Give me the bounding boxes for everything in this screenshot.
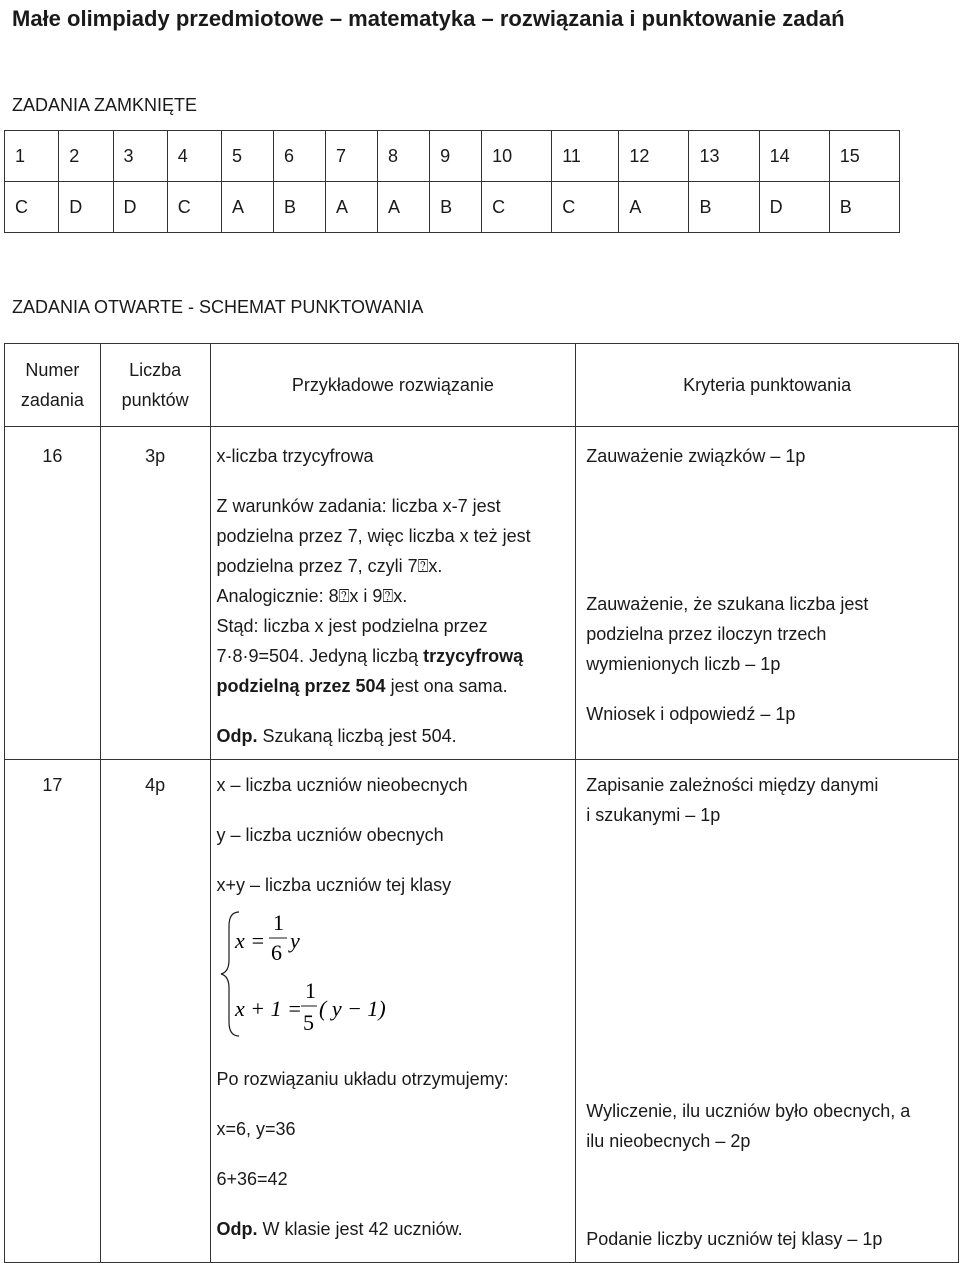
answer-cell: D: [113, 182, 167, 233]
criterion-line: Zauważenie związków – 1p: [586, 446, 806, 466]
criterion-line: Podanie liczby uczniów tej klasy – 1p: [586, 1229, 883, 1249]
closed-tasks-heading: ZADANIA ZAMKNIĘTE: [12, 95, 198, 115]
eq1-lhs: x =: [234, 928, 265, 953]
answer-cell: A: [619, 182, 689, 233]
text: 7·8·9=504. Jedyną liczbą: [216, 646, 424, 666]
task-number-cell: 3: [113, 131, 167, 182]
solution-line: Z warunków zadania: liczba x-7 jest: [216, 496, 501, 516]
answer-cell: C: [482, 182, 552, 233]
answer-cell: D: [59, 182, 113, 233]
task-number: 16: [5, 427, 101, 760]
text: jest ona sama.: [385, 676, 508, 696]
solution-line: x=6, y=36: [216, 1119, 296, 1139]
task-number-cell: 15: [829, 131, 899, 182]
header-text: zadania: [20, 390, 84, 410]
task-17-solution: [210, 760, 576, 1263]
task-number: 17: [5, 760, 101, 1263]
equation-system: [217, 908, 417, 1040]
bold-text: Odp.: [216, 726, 258, 746]
solution-line: x-liczba trzycyfrowa: [216, 446, 374, 466]
answer-cell: A: [326, 182, 378, 233]
scoring-header-row: [5, 344, 959, 427]
eq1-rhs: y: [289, 928, 300, 953]
header-points: [100, 344, 210, 427]
solution-line: Analogicznie: 8⍰x i 9⍰x.: [216, 586, 408, 606]
criterion-line: ilu nieobecnych – 2p: [586, 1131, 751, 1151]
text: W klasie jest 42 uczniów.: [257, 1219, 463, 1239]
task-number-cell: 11: [552, 131, 619, 182]
task-number-cell: 7: [326, 131, 378, 182]
closed-answers-row: [5, 182, 900, 233]
task-number-cell: 1: [5, 131, 59, 182]
solution-line: podzielna przez 7, czyli 7⍰x.: [216, 556, 443, 576]
header-text: punktów: [121, 390, 189, 410]
answer-cell: C: [167, 182, 221, 233]
task-number-cell: 9: [430, 131, 482, 182]
answer-cell: B: [430, 182, 482, 233]
answer-cell: B: [689, 182, 759, 233]
bold-text: trzycyfrową: [423, 646, 524, 666]
task-number-cell: 10: [482, 131, 552, 182]
eq1-denominator: 6: [270, 940, 282, 965]
answer-cell: A: [222, 182, 274, 233]
eq2-rhs: ( y − 1): [318, 996, 386, 1021]
solution-line: podzielna przez 7, więc liczba x też jest: [216, 526, 531, 546]
task-16-criteria: [576, 427, 959, 760]
task-number-cell: 14: [759, 131, 829, 182]
criterion-line: Zapisanie zależności między danymi: [586, 775, 879, 795]
criterion-line: Zauważenie, że szukana liczba jest: [586, 594, 869, 614]
bold-text: podzielną przez 504: [216, 676, 386, 696]
criterion-line: wymienionych liczb – 1p: [586, 654, 781, 674]
answer-cell: B: [829, 182, 899, 233]
eq1-numerator: 1: [272, 910, 284, 935]
task-points: 3p: [100, 427, 210, 760]
header-criteria: Kryteria punktowania: [576, 344, 959, 427]
task-number-cell: 13: [689, 131, 759, 182]
solution-line: [217, 641, 570, 671]
solution-line: x – liczba uczniów nieobecnych: [216, 775, 468, 795]
task-16-row: [5, 427, 959, 760]
scoring-table: [4, 343, 959, 1263]
criterion-line: Wniosek i odpowiedź – 1p: [586, 704, 796, 724]
answer-cell: A: [378, 182, 430, 233]
header-solution: Przykładowe rozwiązanie: [210, 344, 576, 427]
text: Szukaną liczbą jest 504.: [257, 726, 457, 746]
solution-line: Stąd: liczba x jest podzielna przez: [216, 616, 488, 636]
page-title: Małe olimpiady przedmiotowe – matematyka – rozwiązania i punktowanie zadań: [12, 6, 845, 31]
solution-line: Po rozwiązaniu układu otrzymujemy:: [216, 1069, 509, 1089]
header-task-number: [5, 344, 101, 427]
task-number-cell: 6: [274, 131, 326, 182]
task-number-cell: 2: [59, 131, 113, 182]
closed-numbers-row: [5, 131, 900, 182]
criterion-line: i szukanymi – 1p: [586, 805, 721, 825]
header-text: Numer: [25, 360, 80, 380]
bold-text: Odp.: [216, 1219, 258, 1239]
criterion-line: podzielna przez iloczyn trzech: [586, 624, 827, 644]
solution-line: 6+36=42: [216, 1169, 288, 1189]
header-text: Liczba: [129, 360, 182, 380]
solution-line: [217, 671, 570, 701]
solution-line: x+y – liczba uczniów tej klasy: [216, 875, 452, 895]
closed-answers-table: [4, 130, 900, 233]
task-number-cell: 4: [167, 131, 221, 182]
answer-line: [217, 721, 570, 751]
task-number-cell: 8: [378, 131, 430, 182]
eq2-lhs: x + 1 =: [234, 996, 302, 1021]
eq2-numerator: 1: [304, 978, 316, 1003]
answer-cell: B: [274, 182, 326, 233]
solution-line: y – liczba uczniów obecnych: [216, 825, 444, 845]
task-17-row: [5, 760, 959, 1263]
task-17-criteria: [576, 760, 959, 1263]
task-points: 4p: [100, 760, 210, 1263]
open-tasks-heading: ZADANIA OTWARTE - SCHEMAT PUNKTOWANIA: [12, 297, 424, 317]
task-16-solution: [210, 427, 576, 760]
eq2-denominator: 5: [302, 1010, 314, 1035]
criterion-line: Wyliczenie, ilu uczniów było obecnych, a: [586, 1101, 911, 1121]
task-number-cell: 12: [619, 131, 689, 182]
answer-line: [217, 1214, 570, 1244]
answer-cell: D: [759, 182, 829, 233]
task-number-cell: 5: [222, 131, 274, 182]
answer-cell: C: [5, 182, 59, 233]
answer-cell: C: [552, 182, 619, 233]
